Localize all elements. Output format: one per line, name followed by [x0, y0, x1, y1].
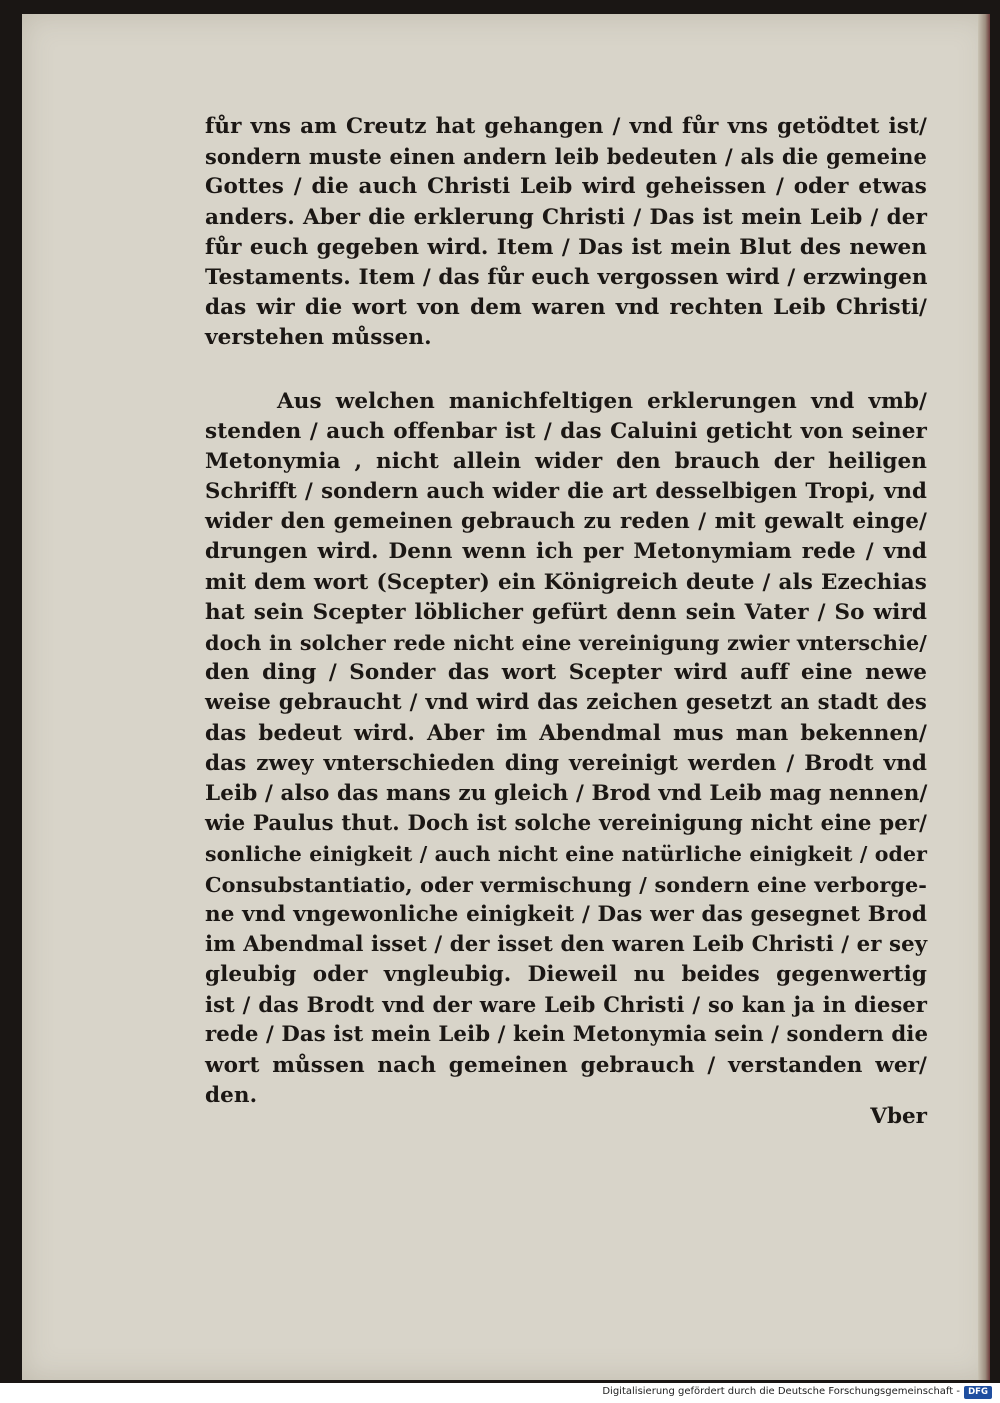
- text-line: anders. Aber die erklerung Christi / Das ist mein Leib / der: [205, 204, 927, 230]
- text-line: im Abendmal isset / der isset den waren Leib Christi / er sey: [205, 931, 928, 957]
- text-line: stenden / auch offenbar ist / das Caluini geticht von seiner: [205, 418, 927, 444]
- dfg-logo-icon: DFG: [964, 1386, 992, 1399]
- text-line: weise gebraucht / vnd wird das zeichen gesetzt an stadt des: [205, 690, 927, 716]
- text-line: den ding / Sonder das wort Scepter wird auff eine newe: [205, 660, 927, 686]
- text-line: verstehen můssen.: [205, 325, 432, 351]
- text-line: den.: [205, 1082, 258, 1108]
- text-line: Aus welchen manichfeltigen erklerungen vnd vmb/: [277, 388, 927, 414]
- text-line: Testaments. Item / das fůr euch vergossen wird / erzwingen: [205, 264, 928, 290]
- footer-credit: Digitalisierung gefördert durch die Deutsche Forschungsgemeinschaft -: [602, 1386, 960, 1397]
- text-line: Metonymia , nicht allein wider den brauch der heiligen: [205, 448, 927, 474]
- catchword: Vber: [870, 1104, 927, 1129]
- paragraph-1: [205, 112, 927, 354]
- text-line: hat sein Scepter löblicher gefürt denn sein Vater / So wird: [205, 599, 927, 625]
- text-line: doch in solcher rede nicht eine vereinigung zwier vnterschie/: [205, 631, 927, 655]
- text-line: Consubstantiatio, oder vermischung / sondern eine verborge-: [205, 872, 927, 897]
- text-line: ne vnd vngewonliche einigkeit / Das wer das gesegnet Brod: [205, 901, 927, 927]
- text-line: gleubig oder vngleubig. Dieweil nu beides gegenwertig: [205, 962, 927, 988]
- paragraph-gap: [205, 354, 927, 387]
- text-line: Schrifft / sondern auch wider die art desselbigen Tropi, vnd: [205, 479, 927, 505]
- page-edge: [978, 14, 990, 1380]
- text-line: drungen wird. Denn wenn ich per Metonymiam rede / vnd: [205, 539, 927, 565]
- text-line: rede / Das ist mein Leib / kein Metonymia sein / sondern die: [205, 1022, 929, 1048]
- text-line: wider den gemeinen gebrauch zu reden / mit gewalt einge/: [205, 509, 927, 535]
- text-line: sonliche einigkeit / auch nicht eine natürliche einigkeit / oder: [205, 842, 927, 867]
- text-line: fůr euch gegeben wird. Item / Das ist mein Blut des newen: [205, 234, 927, 260]
- text-line: ist / das Brodt vnd der ware Leib Christi / so kan ja in dieser: [205, 992, 927, 1018]
- text-line: das wir die wort von dem waren vnd rechten Leib Christi/: [205, 295, 927, 321]
- text-line: das bedeut wird. Aber im Abendmal mus man bekennen/: [205, 720, 927, 746]
- text-line: wie Paulus thut. Doch ist solche vereinigung nicht eine per/: [205, 811, 927, 837]
- body-text: [205, 112, 927, 1111]
- text-line: das zwey vnterschieden ding vereinigt werden / Brodt vnd: [205, 750, 927, 776]
- text-line: Leib / also das mans zu gleich / Brod vnd Leib mag nennen/: [205, 780, 928, 806]
- text-line: wort můssen nach gemeinen gebrauch / verstanden wer/: [205, 1052, 927, 1078]
- text-line: mit dem wort (Scepter) ein Königreich deute / als Ezechias: [205, 569, 927, 595]
- text-line: Gottes / die auch Christi Leib wird geheissen / oder etwas: [205, 174, 927, 200]
- paragraph-2: [205, 387, 927, 1112]
- text-line: sondern muste einen andern leib bedeuten / als die gemeine: [205, 144, 927, 170]
- text-line: fůr vns am Creutz hat gehangen / vnd fůr vns getödtet ist/: [205, 114, 927, 139]
